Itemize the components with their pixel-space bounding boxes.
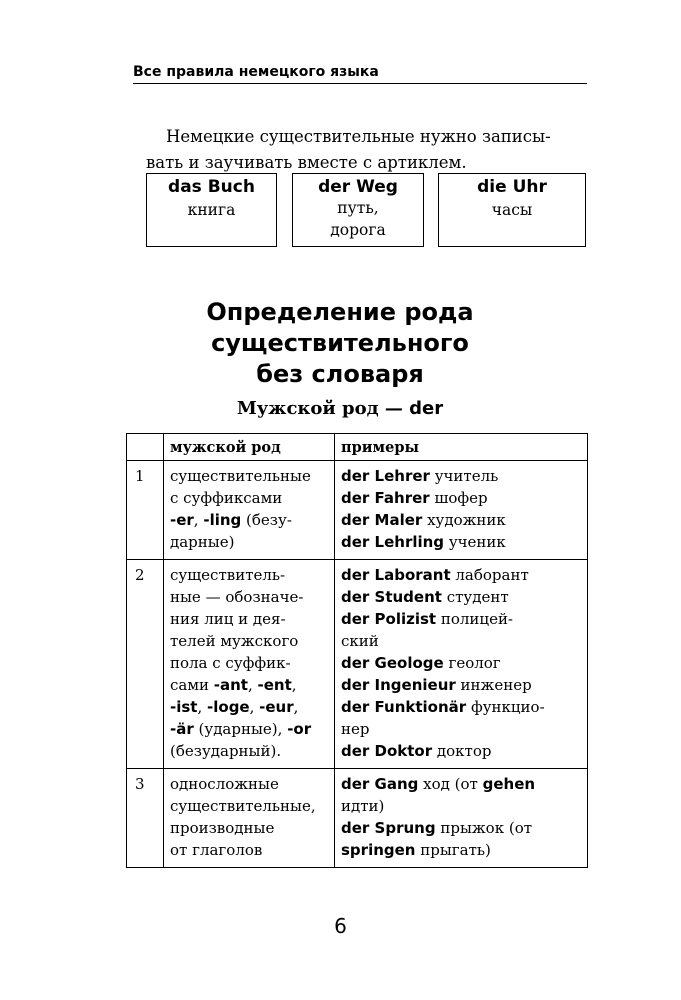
table-header-row <box>127 434 588 461</box>
example-line <box>341 487 581 509</box>
example-line <box>341 773 581 795</box>
rule-description <box>164 461 335 560</box>
example-line <box>341 509 581 531</box>
example-russian: книга <box>187 201 236 219</box>
example-russian-2: дорога <box>330 221 386 239</box>
german-word: der Funktionär <box>341 698 467 716</box>
german-word: der Maler <box>341 511 423 529</box>
suffix: -eur <box>259 698 294 716</box>
rule-line <box>170 564 328 586</box>
header-examples: примеры <box>335 434 588 461</box>
rule-text: , <box>291 676 297 694</box>
rule-text: пола с суффик- <box>170 654 291 672</box>
example-german: die Uhr <box>477 177 547 197</box>
translation: прыжок (от <box>435 819 533 837</box>
suffix: -ent <box>257 676 292 694</box>
rule-examples <box>335 560 588 769</box>
german-word: der Ingenieur <box>341 676 456 694</box>
example-line <box>341 586 581 608</box>
page-number: 6 <box>334 914 347 938</box>
translation: лаборант <box>450 566 529 584</box>
rule-line <box>170 740 328 762</box>
header-rule: мужской род <box>164 434 335 461</box>
german-word: der Lehrling <box>341 533 445 551</box>
example-german: der Weg <box>318 177 398 197</box>
translation: нер <box>341 720 370 738</box>
example-box <box>292 173 424 247</box>
german-word: der Sprung <box>341 819 436 837</box>
suffix: -ling <box>203 511 242 529</box>
example-line <box>341 839 581 861</box>
suffix: -loge <box>207 698 250 716</box>
rule-text: , <box>197 698 208 716</box>
rule-line <box>170 509 328 531</box>
german-word: der Fahrer <box>341 489 430 507</box>
translation: шофер <box>429 489 488 507</box>
rule-text: , <box>247 676 258 694</box>
rule-text: (безу- <box>241 511 292 529</box>
rule-text: , <box>193 511 204 529</box>
german-word: der Laborant <box>341 566 451 584</box>
german-word: der Geologe <box>341 654 444 672</box>
rule-description <box>164 769 335 868</box>
suffix: -ant <box>213 676 248 694</box>
rule-line <box>170 608 328 630</box>
intro-line-2: вать и заучивать вместе с артиклем. <box>146 153 467 172</box>
section-title-line-1: Определение рода <box>206 298 474 326</box>
subtitle-russian: Мужской род — <box>236 398 403 419</box>
rule-text: существитель- <box>170 566 286 584</box>
table-row <box>127 769 588 868</box>
translation: художник <box>422 511 506 529</box>
rule-line <box>170 531 328 553</box>
translation: доктор <box>432 742 492 760</box>
translation: полицей- <box>436 610 514 628</box>
rule-line <box>170 630 328 652</box>
rule-line <box>170 839 328 861</box>
example-russian: часы <box>491 201 533 219</box>
rule-line <box>170 487 328 509</box>
rule-line <box>170 718 328 740</box>
rule-line <box>170 817 328 839</box>
article-examples <box>146 173 586 249</box>
rule-examples <box>335 461 588 560</box>
section-title-line-2: существительного <box>211 329 469 357</box>
rule-line <box>170 696 328 718</box>
rule-text: (ударные), <box>193 720 288 738</box>
translation: ученик <box>444 533 506 551</box>
example-line <box>341 817 581 839</box>
rule-text: сами <box>170 676 214 694</box>
example-german: das Buch <box>168 177 255 197</box>
example-russian: путь, <box>337 199 379 217</box>
rule-text: телей мужского <box>170 632 299 650</box>
rule-text: ные — обозначе- <box>170 588 304 606</box>
section-subtitle <box>100 398 580 419</box>
german-word: der Gang <box>341 775 419 793</box>
example-line <box>341 740 581 762</box>
rule-text: (безударный). <box>170 742 282 760</box>
german-word: der Lehrer <box>341 467 430 485</box>
rule-line <box>170 465 328 487</box>
rule-line <box>170 773 328 795</box>
translation: ский <box>341 632 379 650</box>
section-title-line-3: без словаря <box>256 360 424 388</box>
german-word: der Polizist <box>341 610 437 628</box>
row-number: 3 <box>127 769 164 868</box>
rule-text: от глаголов <box>170 841 263 859</box>
example-line <box>341 674 581 696</box>
rule-text: с суффиксами <box>170 489 283 507</box>
example-line <box>341 564 581 586</box>
translation: инженер <box>455 676 532 694</box>
translation: геолог <box>443 654 501 672</box>
table-row <box>127 560 588 769</box>
rule-line <box>170 586 328 608</box>
example-line <box>341 465 581 487</box>
subtitle-article: der <box>409 398 444 419</box>
rule-line <box>170 674 328 696</box>
german-word: gehen <box>482 775 536 793</box>
translation: функцио- <box>466 698 545 716</box>
suffix: -er <box>170 511 194 529</box>
suffix: -or <box>287 720 312 738</box>
rule-description <box>164 560 335 769</box>
rule-text: ния лиц и дея- <box>170 610 286 628</box>
example-box <box>146 173 277 247</box>
rule-line <box>170 652 328 674</box>
rule-line <box>170 795 328 817</box>
rule-examples <box>335 769 588 868</box>
example-line <box>341 652 581 674</box>
rule-text: существительные, <box>170 797 316 815</box>
running-header: Все правила немецкого языка <box>133 64 587 84</box>
example-line <box>341 696 581 718</box>
german-word: springen <box>341 841 416 859</box>
example-line <box>341 630 581 652</box>
header-num <box>127 434 164 461</box>
translation: идти) <box>341 797 385 815</box>
section-title <box>100 297 580 390</box>
translation: прыгать) <box>415 841 491 859</box>
example-line <box>341 718 581 740</box>
rule-text: дарные) <box>170 533 235 551</box>
suffix: -ist <box>170 698 198 716</box>
german-word: der Student <box>341 588 442 606</box>
example-line <box>341 795 581 817</box>
intro-line-1: Немецкие существительные нужно записы- <box>166 127 551 146</box>
row-number: 1 <box>127 461 164 560</box>
row-number: 2 <box>127 560 164 769</box>
example-line <box>341 531 581 553</box>
example-line <box>341 608 581 630</box>
example-box <box>438 173 586 247</box>
translation: ход (от <box>418 775 483 793</box>
gender-rules-table <box>126 433 588 868</box>
translation: студент <box>441 588 509 606</box>
german-word: der Doktor <box>341 742 433 760</box>
translation: учитель <box>429 467 499 485</box>
suffix: -är <box>170 720 194 738</box>
rule-text: , <box>249 698 260 716</box>
rule-text: , <box>293 698 299 716</box>
rule-text: односложные <box>170 775 279 793</box>
table-row <box>127 461 588 560</box>
intro-paragraph <box>146 124 586 176</box>
rule-text: производные <box>170 819 275 837</box>
rule-text: существительные <box>170 467 311 485</box>
